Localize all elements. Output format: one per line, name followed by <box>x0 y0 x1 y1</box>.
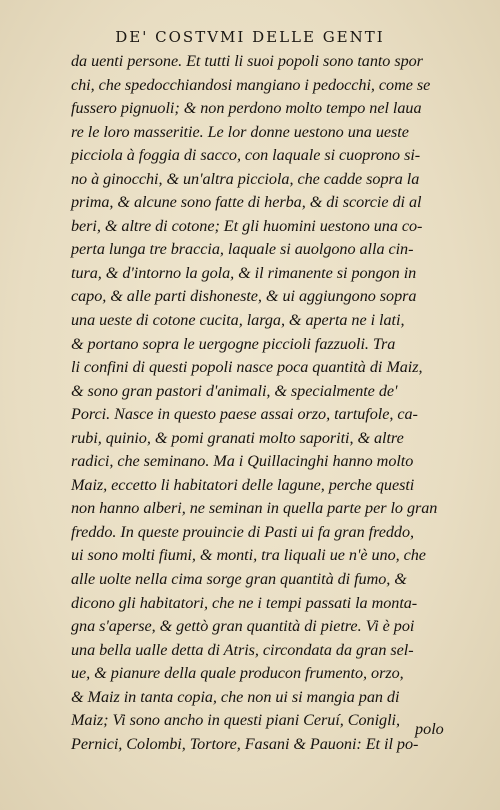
text-line: freddo. In queste prouincie di Pasti ui fa gran freddo, <box>71 522 414 541</box>
text-line: da uenti persone. Et tutti li suoi popoli sono tanto spor <box>71 52 423 70</box>
text-line: li confini di questi popoli nasce poca quantità di Maiz, <box>71 358 423 377</box>
text-line: rubi, quinio, & pomi granati molto saporiti, & altre <box>71 428 404 447</box>
text-line: Pernici, Colombi, Tortore, Fasani & Pauoni: Et il po- <box>71 734 419 753</box>
text-line: una bella ualle detta di Atris, circondata da gran sel- <box>71 640 414 659</box>
text-line: & sono gran pastori d'animali, & specialmente de' <box>71 381 398 400</box>
text-line: beri, & altre di cotone; Et gli huomini uestono una co- <box>71 216 423 235</box>
text-line: Maiz; Vi sono ancho in questi piani Ceruí, Conigli, <box>71 711 400 730</box>
text-line: chi, che spedocchiandosi mangiano i pedocchi, come se <box>71 75 431 94</box>
text-line: & portano sopra le uergogne piccioli fazzuoli. Tra <box>71 334 396 353</box>
running-head: DE' COSTVMI DELLE GENTI <box>115 28 385 46</box>
text-line: una ueste di cotone cucita, larga, & aperta ne i lati, <box>71 311 405 330</box>
text-line: Porci. Nasce in questo paese assai orzo, tartufole, ca- <box>71 405 418 424</box>
text-line: Maiz, eccetto li habitatori delle lagune, perche questi <box>71 475 415 494</box>
text-line: radici, che seminano. Ma i Quillacinghi hanno molto <box>71 452 414 471</box>
text-line: ui sono molti fiumi, & monti, tra liquali ue n'è uno, che <box>71 546 426 565</box>
text-line: capo, & alle parti dishoneste, & ui aggiungono sopra <box>71 287 417 306</box>
text-line: non hanno alberi, ne seminan in quella parte per lo gran <box>71 499 438 518</box>
text-line: tura, & d'intorno la gola, & il rimanente si pongon in <box>71 263 417 282</box>
text-line: no à ginocchi, & un'altra picciola, che cadde sopra la <box>71 169 420 188</box>
text-line: ue, & pianure della quale producon frumento, orzo, <box>71 664 404 683</box>
text-line: re le loro masseritie. Le lor donne uestono una ueste <box>71 122 409 141</box>
text-line: prima, & alcune sono fatte di herba, & di scorcie di al <box>71 193 422 212</box>
text-line: gna s'aperse, & gettò gran quantità di pietre. Vi è poi <box>71 617 415 636</box>
text-line: perta lunga tre braccia, laquale si auolgono alla cin- <box>71 240 414 259</box>
body-text <box>71 50 461 756</box>
text-line: & Maiz in tanta copia, che non ui si mangia pan di <box>71 687 400 706</box>
text-line: picciola à foggia di sacco, con laquale si cuoprono si- <box>71 146 421 165</box>
catchword: polo <box>415 720 444 738</box>
text-line: dicono gli habitatori, che ne i tempi passati la monta- <box>71 593 418 612</box>
text-line: alle uolte nella cima sorge gran quantità di fumo, & <box>71 570 407 589</box>
text-line: fussero pignuoli; & non perdono molto tempo nel laua <box>71 99 422 118</box>
